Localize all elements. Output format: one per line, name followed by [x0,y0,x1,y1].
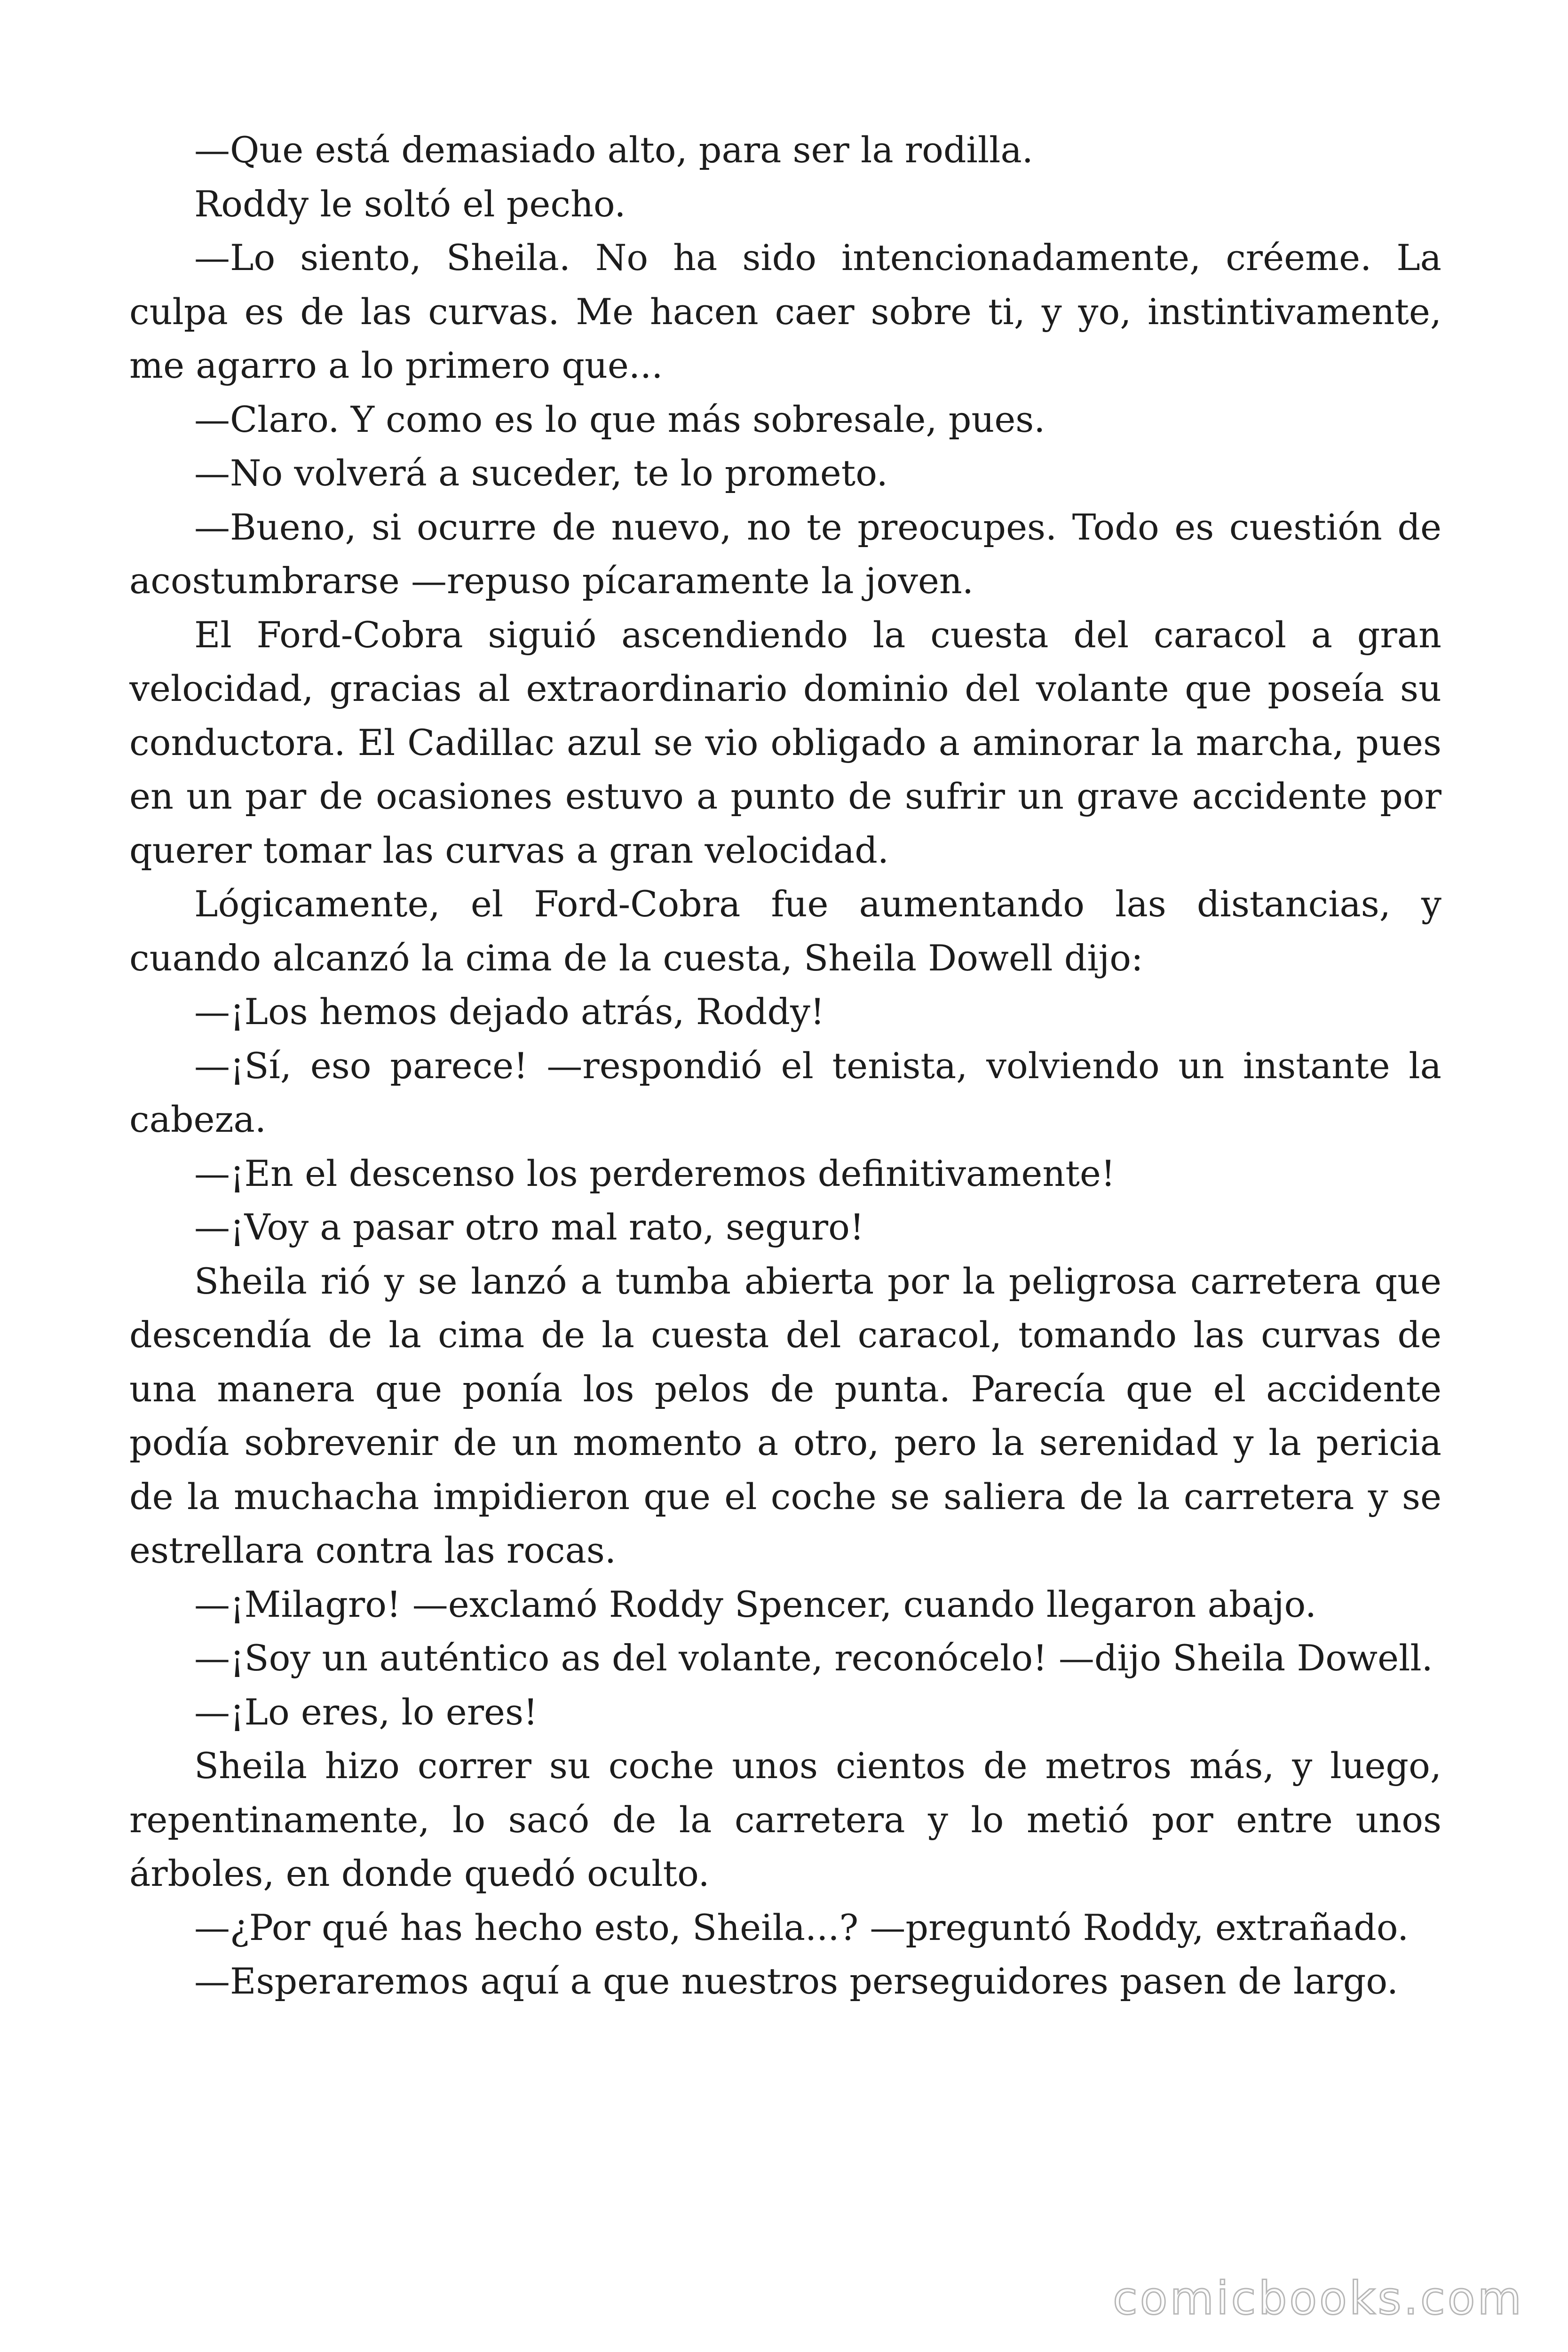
paragraph: Lógicamente, el Ford-Cobra fue aumentando las distancias, y cuando alcanzó la cima de la cuesta, Sheila Dowell dijo: [129,883,1441,979]
paragraph: Sheila hizo correr su coche unos cientos de metros más, y luego, repentinamente, lo sacó de la carretera y lo metió por entre unos árboles, en donde quedó oculto. [129,1745,1441,1894]
paragraph: —¿Por qué has hecho esto, Sheila...? —preguntó Roddy, extrañado. [194,1906,1409,1948]
paragraph: —¡Voy a pasar otro mal rato, seguro! [194,1206,864,1248]
watermark: comicbooks.com [1112,2272,1524,2325]
paragraph: Roddy le soltó el pecho. [194,183,626,225]
paragraph: Sheila rió y se lanzó a tumba abierta por la peligrosa carretera que descendía de la cima de la cuesta del caracol, tomando las curvas de una manera que ponía los pelos de punta. Parecía que el accidente podía sobrevenir de un momento a otro, pero la serenidad y la pericia de la muchacha impidieron que el coche se saliera de la carretera y se estrellara contra las rocas. [129,1260,1441,1571]
paragraph: —¡En el descenso los perderemos definitivamente! [194,1152,1116,1194]
paragraph: —¡Sí, eso parece! —respondió el tenista, volviendo un instante la cabeza. [129,1044,1441,1140]
paragraph: —Lo siento, Sheila. No ha sido intencionadamente, créeme. La culpa es de las curvas. Me hacen caer sobre ti, y yo, instintivamente, me agarro a lo primero que... [129,237,1441,386]
paragraph: —Esperaremos aquí a que nuestros perseguidores pasen de largo. [194,1960,1398,2002]
body-text [129,123,1441,2009]
paragraph: —¡Lo eres, lo eres! [194,1691,538,1733]
paragraph: —Bueno, si ocurre de nuevo, no te preocupes. Todo es cuestión de acostumbrarse —repuso pícaramente la joven. [129,506,1441,602]
paragraph: —¡Los hemos dejado atrás, Roddy! [194,991,825,1033]
paragraph: —No volverá a suceder, te lo prometo. [194,452,888,494]
paragraph: —¡Milagro! —exclamó Roddy Spencer, cuando llegaron abajo. [194,1583,1317,1625]
paragraph: —¡Soy un auténtico as del volante, reconócelo! —dijo Sheila Dowell. [194,1637,1433,1679]
book-page [129,123,1441,2202]
paragraph: —Claro. Y como es lo que más sobresale, pues. [194,398,1045,440]
paragraph: —Que está demasiado alto, para ser la rodilla. [194,129,1033,171]
paragraph: El Ford-Cobra siguió ascendiendo la cuesta del caracol a gran velocidad, gracias al extraordinario dominio del volante que poseía su conductora. El Cadillac azul se vio obligado a aminorar la marcha, pues en un par de ocasiones estuvo a punto de sufrir un grave accidente por querer tomar las curvas a gran velocidad. [129,613,1441,871]
